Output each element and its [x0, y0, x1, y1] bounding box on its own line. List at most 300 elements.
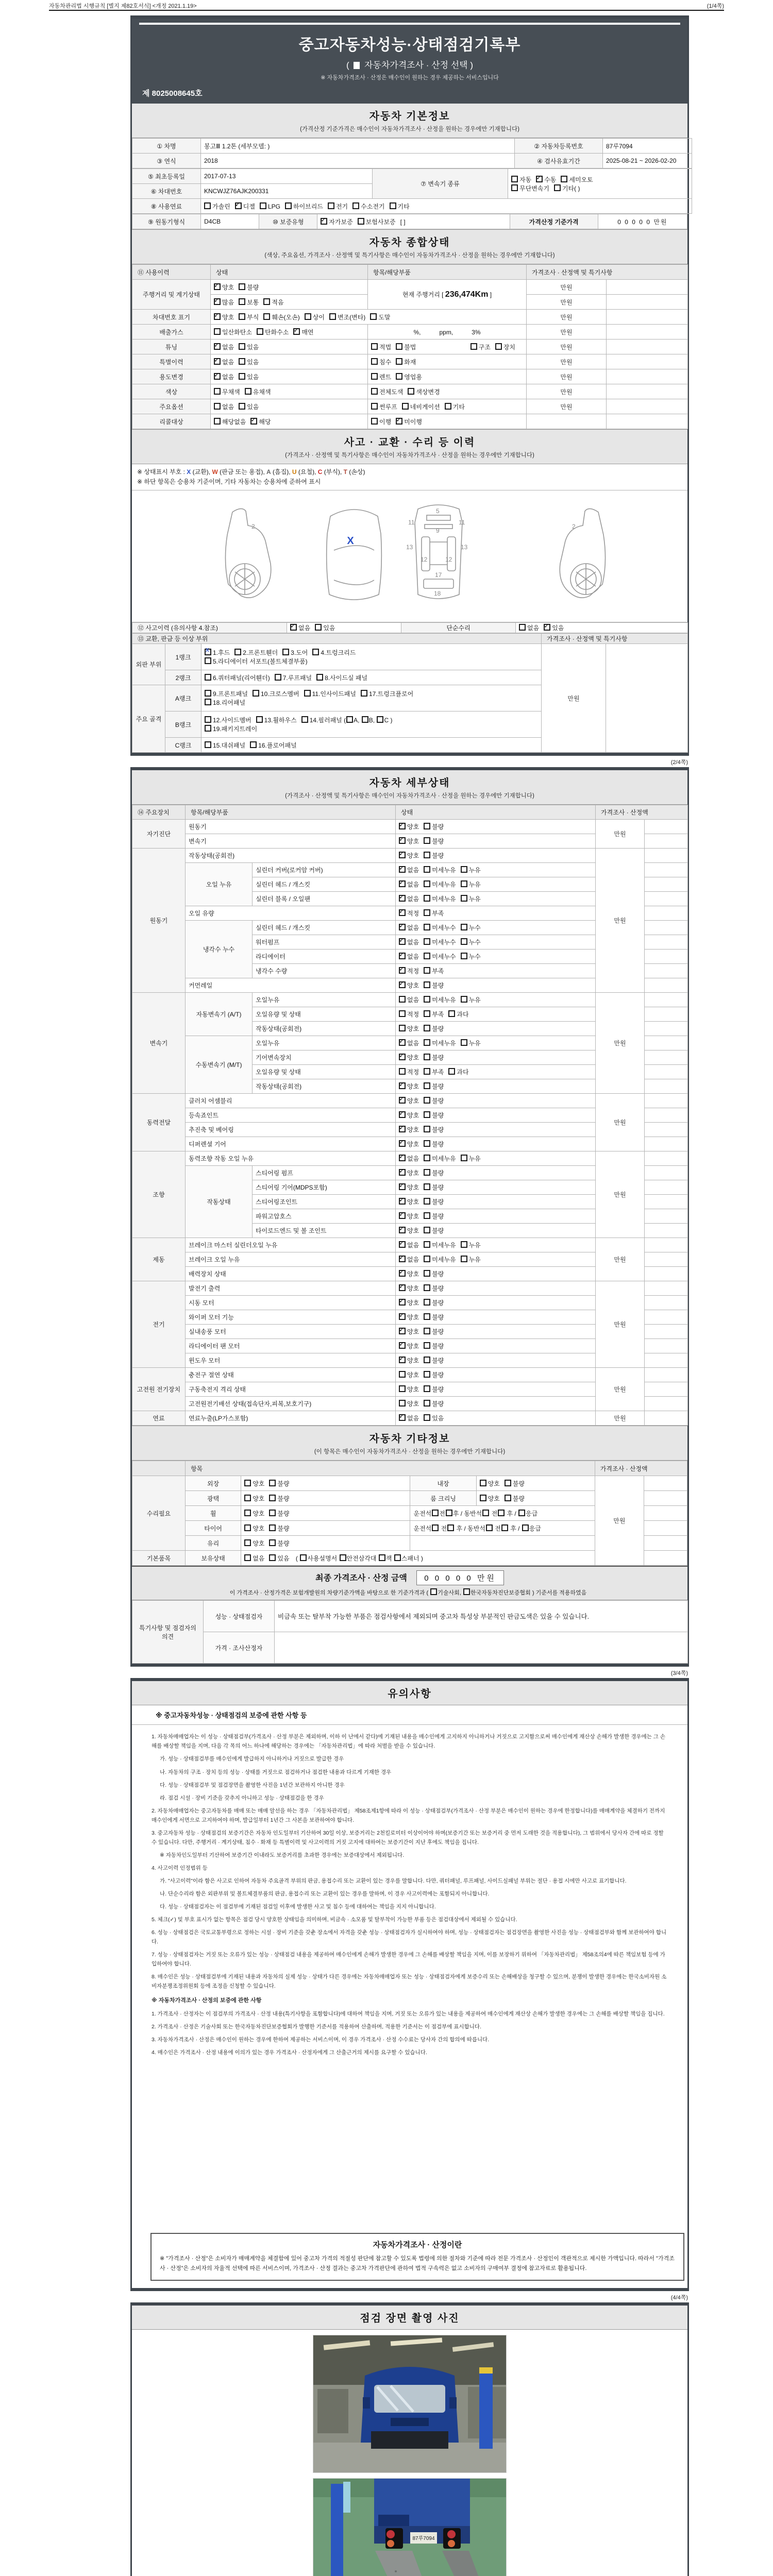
selected-checkbox-icon — [354, 62, 360, 69]
checkbox-option[interactable]: 유채색 — [245, 387, 271, 396]
checkbox-option[interactable]: 미세누수 — [424, 923, 456, 932]
checkbox-option[interactable]: 19.패키지트레이 — [205, 724, 257, 733]
checkbox-option[interactable]: ✓ 있음 — [544, 623, 564, 632]
checkbox-option[interactable]: ✓ 양호 — [399, 837, 419, 845]
etc-info: 항목 가격조사 · 산정액 수리필요 외장 양호 불량 내장 양호 불량 만원 광택 양호 불량 룸 크리닝 양호 불량 휠 양호 불량 운전석 전 후 / 동반석 전 후 / 응급 타이어 양호 불량 운전석 전 후 / 동반석 전 후 / 응급 유리 양호 불량 기본품목 보유상태 없음 있음 ( 사용설명서 안전삼각대 잭 스패너 ) — [132, 1461, 687, 1566]
checkbox-option[interactable]: 기타 — [445, 402, 465, 411]
checkbox — [424, 895, 430, 902]
checkbox — [239, 298, 245, 305]
checkbox-option[interactable]: 불량 — [424, 1212, 444, 1221]
checkbox-option[interactable]: 세미오토 — [561, 175, 593, 184]
text: 이 가격조사 · 산정가격은 보험개발원의 차량기준가액을 바탕으로 한 기준가격과 ( 기술사회, 한국자동차진단보증협회 ) 기준서를 적용하였음 — [230, 1590, 587, 1596]
checkbox-option[interactable]: 전체도색 — [371, 387, 403, 396]
checkbox-option[interactable]: ✓ 없음 — [399, 1241, 419, 1249]
checkbox-option[interactable]: LPG — [260, 202, 280, 210]
checkbox — [263, 313, 270, 320]
checkbox[interactable] — [522, 1524, 529, 1531]
checkbox-option[interactable]: 변조(변타) — [329, 313, 365, 321]
checkbox-option[interactable]: 불량 — [424, 1197, 444, 1206]
checkbox-option[interactable]: 불량 — [269, 1509, 289, 1518]
checkbox-option[interactable]: 영업용 — [396, 372, 422, 381]
checkbox-option[interactable]: 15.대쉬패널 — [205, 741, 245, 750]
section-detail — [130, 767, 689, 1667]
checkbox-option[interactable]: 수소전기 — [352, 202, 384, 211]
checkbox — [399, 895, 406, 902]
checkbox[interactable] — [394, 1554, 401, 1561]
top-rule — [49, 10, 724, 11]
checkbox-option[interactable]: 양호 — [244, 1494, 264, 1503]
section-notice — [130, 1678, 689, 2291]
checkbox — [470, 343, 477, 350]
checkbox — [269, 1480, 276, 1486]
checkbox-option[interactable]: 적정 — [399, 1010, 419, 1019]
checkbox-option[interactable]: 양호 — [244, 1524, 264, 1533]
checkbox — [399, 909, 406, 916]
checkbox-option[interactable]: 없음 — [244, 1554, 264, 1563]
checkbox — [371, 373, 378, 380]
checkbox-option[interactable]: ✓ 없음 — [399, 952, 419, 961]
accident-history: ⑫ 사고이력 (유의사항 4.참조) ✓ 없음 있음 단순수리 없음 ✓ 있음 — [132, 622, 688, 633]
checkbox-option[interactable]: ✓ 양호 — [399, 1197, 419, 1206]
checkbox[interactable] — [498, 1510, 505, 1516]
checkbox — [424, 1400, 430, 1406]
checkbox-option[interactable]: 불량 — [505, 1479, 525, 1488]
checkbox-option[interactable]: ✓ 수동 — [536, 175, 556, 184]
checkbox — [205, 741, 211, 748]
checkbox-option[interactable]: 적음 — [263, 298, 283, 307]
checkbox — [239, 283, 245, 290]
checkbox — [424, 1169, 430, 1176]
checkbox-option[interactable]: 불량 — [424, 1082, 444, 1091]
checkbox-option[interactable]: ✓ 양호 — [399, 851, 419, 860]
final-price-value: 0 0 0 0 0 만원 — [416, 1570, 504, 1585]
checkbox-option[interactable]: 불량 — [424, 1284, 444, 1293]
checkbox — [239, 373, 245, 380]
checkbox-option[interactable]: 불법 — [396, 343, 416, 351]
checkbox-option[interactable]: 2.프론트휀더 — [234, 648, 278, 657]
checkbox[interactable] — [482, 1510, 489, 1516]
checkbox-option[interactable]: ✓ 적정 — [399, 967, 419, 975]
checkbox-option[interactable]: 누유 — [461, 1039, 481, 1047]
checkbox-option[interactable]: 하이브리드 — [285, 202, 323, 211]
checkbox — [399, 866, 406, 873]
checkbox-option[interactable]: 없음 — [214, 402, 234, 411]
checkbox-option[interactable]: ✓ 양호 — [399, 1284, 419, 1293]
checkbox — [316, 674, 323, 681]
checkbox-option[interactable]: ✓ 없음 — [399, 938, 419, 946]
checkbox — [269, 1554, 276, 1561]
checkbox-option[interactable]: ✓ 양호 — [399, 1327, 419, 1336]
checkbox-option[interactable]: 있음 — [239, 402, 259, 411]
checkbox-option[interactable]: 전기 — [328, 202, 348, 211]
checkbox-option[interactable]: ✓ 없음 — [214, 358, 234, 366]
checkbox — [399, 953, 406, 959]
checkbox-option[interactable]: 양호 — [399, 1385, 419, 1394]
checkbox-option[interactable]: 불량 — [424, 1342, 444, 1350]
checkbox — [301, 716, 308, 723]
basic-info-2: ⑤ 최초등록일 2017-07-13 ⑦ 변속기 종류 자동 ✓ 수동 세미오토 무단변속기 기타( ) ⑥ 차대번호 KNCWJZ76AJK200331 ⑧ 사용연료 가솔린 ✓ 디젤 LPG 하이브리드 전기 수소전기 기타 — [132, 168, 692, 214]
checkbox — [399, 1371, 406, 1378]
checkbox-option[interactable]: 자동 — [511, 175, 531, 184]
checkbox — [448, 1010, 455, 1017]
legend-note2: ※ 하단 항목은 승용차 기준이며, 기타 자동차는 승용차에 준하여 표시 — [137, 478, 321, 486]
checkbox-option[interactable]: 불량 — [424, 1111, 444, 1120]
svg-text:18: 18 — [434, 590, 441, 598]
checkbox-option[interactable]: 구조 — [470, 343, 491, 351]
checkbox-option[interactable]: ✓ 없음 — [399, 866, 419, 874]
checkbox-option[interactable]: 양호 — [399, 1024, 419, 1033]
checkbox-option[interactable]: ✓ 없음 — [290, 623, 310, 632]
checkbox-option[interactable]: ✓ 양호 — [399, 1269, 419, 1278]
checkbox-option[interactable]: 해당없음 — [214, 417, 246, 426]
checkbox-option[interactable]: 불량 — [269, 1539, 289, 1548]
checkbox — [461, 895, 467, 902]
legend-desc: (판금 또는 용접), — [217, 468, 267, 476]
checkbox-option[interactable]: ✓ 적정 — [399, 909, 419, 918]
checkbox[interactable] — [362, 716, 368, 723]
checkbox-option[interactable]: ✓ 없음 — [399, 894, 419, 903]
checkbox-option[interactable]: 미세누유 — [424, 1154, 456, 1163]
checkbox-option[interactable]: 미세누수 — [424, 938, 456, 946]
checkbox — [424, 924, 430, 930]
page-gap-3: (3/4쪽) — [670, 1670, 688, 1677]
checkbox-option[interactable]: 도말 — [370, 313, 390, 321]
checkbox-option[interactable]: 무채색 — [214, 387, 240, 396]
checkbox-option[interactable]: 색상변경 — [408, 387, 440, 396]
checkbox-option[interactable]: ✓ 양호 — [399, 1125, 419, 1134]
checkbox-option[interactable]: 있음 — [239, 358, 259, 366]
checkbox-option[interactable]: ✓ 없음 — [399, 880, 419, 889]
checkbox-option[interactable]: ✓많음 — [214, 298, 234, 307]
checkbox-option[interactable]: 탄화수소 — [257, 328, 289, 336]
checkbox — [205, 725, 211, 732]
checkbox[interactable] — [501, 1524, 508, 1531]
checkbox-option[interactable]: ✓ 양호 — [399, 1342, 419, 1350]
checkbox-option[interactable]: ✓ 없음 — [399, 1154, 419, 1163]
checkbox-option[interactable]: 부족 — [424, 909, 444, 918]
checkbox-option[interactable]: ✓ 양호 — [399, 981, 419, 990]
checkbox-option[interactable]: 불량 — [424, 1370, 444, 1379]
checkbox-option[interactable]: 보험사보증 — [358, 217, 396, 226]
checkbox-option[interactable]: ✓ 양호 — [399, 1356, 419, 1365]
checkbox[interactable] — [447, 1524, 454, 1531]
checkbox-option[interactable]: 부족 — [424, 967, 444, 975]
checkbox-option[interactable]: ✓ 없음 — [399, 1039, 419, 1047]
checkbox-option[interactable]: 과다 — [448, 1067, 468, 1076]
checkbox-option[interactable]: 10.크로스멤버 — [253, 689, 299, 698]
checkbox-option[interactable]: 누유 — [461, 995, 481, 1004]
checkbox-option[interactable]: 12.사이드멤버 — [205, 716, 251, 724]
checkbox-option[interactable]: 적법 — [371, 343, 391, 351]
checkbox-option[interactable]: 불량 — [424, 1385, 444, 1394]
checkbox-option[interactable]: 미세누유 — [424, 1039, 456, 1047]
checkbox-option[interactable]: 없음 — [399, 995, 419, 1004]
checkbox-option[interactable]: 불량 — [269, 1524, 289, 1533]
checkbox-option[interactable]: 미세누유 — [424, 866, 456, 874]
checkbox[interactable] — [377, 716, 383, 723]
checkbox — [214, 283, 221, 290]
svg-text:12: 12 — [445, 556, 452, 564]
checkbox-option[interactable]: 부식 — [239, 313, 259, 321]
detail-note: (가격조사 · 산정액 및 특기사항은 매수인이 자동차가격조사 · 산정을 원하는 경우에만 기재합니다) — [285, 793, 534, 800]
checkbox-option[interactable]: 불량 — [269, 1479, 289, 1488]
checkbox[interactable] — [432, 1524, 439, 1531]
checkbox — [424, 880, 430, 887]
checkbox-option[interactable]: 부족 — [424, 1010, 444, 1019]
notice-paragraph: 다. 성능 · 상태점검부 및 점검장면을 촬영한 사진을 1년간 보관하지 아니한 경우 — [160, 1782, 345, 1788]
checkbox — [399, 1082, 406, 1089]
checkbox — [424, 1385, 430, 1392]
checkbox-option[interactable]: ✓ 자가보증 — [321, 217, 352, 226]
checkbox-option[interactable]: 미세누수 — [424, 952, 456, 961]
checkbox-option[interactable]: 불량 — [424, 1399, 444, 1408]
checkbox-option[interactable]: ✓ 없음 — [399, 1255, 419, 1264]
checkbox — [399, 880, 406, 887]
checkbox-option[interactable]: 있음 — [315, 623, 335, 632]
checkbox-option[interactable]: ✓ 양호 — [399, 822, 419, 831]
checkbox-option[interactable]: 침수 — [371, 358, 391, 366]
checkbox-option[interactable]: ✓ 양호 — [399, 1168, 419, 1177]
checkbox — [519, 624, 526, 631]
checkbox-option[interactable]: ✓ 양호 — [399, 1183, 419, 1192]
checkbox — [214, 403, 221, 410]
checkbox-option[interactable]: 미세누유 — [424, 894, 456, 903]
notice-paragraph: 나. 단순수리라 함은 외판부위 및 볼트체결부품의 판금, 용접수리 또는 교환이 있는 경우를 말하며, 이 경우 사고이력에는 포함되지 아니합니다. — [160, 1890, 490, 1897]
checkbox-option[interactable]: 불량 — [424, 1024, 444, 1033]
checkbox-option[interactable]: ✓ 없음 — [399, 1414, 419, 1422]
checkbox-option[interactable]: 불량 — [424, 1183, 444, 1192]
checkbox — [399, 1241, 406, 1248]
checkbox[interactable] — [446, 1510, 452, 1516]
checkbox-option[interactable]: 네비게이션 — [402, 402, 440, 411]
checkbox — [461, 924, 467, 930]
checkbox-option[interactable]: ✓ 양호 — [399, 1096, 419, 1105]
checkbox-option[interactable]: 누유 — [461, 1154, 481, 1163]
checkbox-option[interactable]: 불량 — [424, 1096, 444, 1105]
checkbox[interactable] — [340, 1554, 346, 1561]
etc-header — [132, 1426, 687, 1461]
checkbox-option[interactable]: 보통 — [239, 298, 259, 307]
checkbox-option[interactable]: 불량 — [424, 1140, 444, 1148]
checkbox-option[interactable]: 9.프론트패널 — [205, 689, 248, 698]
checkbox-option[interactable]: 누수 — [461, 923, 481, 932]
checkbox — [480, 1480, 486, 1486]
checkbox-option[interactable]: 불량 — [269, 1494, 289, 1503]
checkbox[interactable] — [430, 1588, 437, 1595]
checkbox — [269, 1524, 276, 1531]
checkbox-option[interactable]: 장치 — [495, 343, 515, 351]
checkbox-option[interactable]: 부족 — [424, 1067, 444, 1076]
checkbox-option[interactable]: X1.후드 — [205, 648, 230, 657]
checkbox — [399, 1414, 406, 1421]
checkbox-option[interactable]: 누수 — [461, 938, 481, 946]
checkbox-option[interactable]: 양호 — [244, 1479, 264, 1488]
checkbox-option[interactable]: ✓ 양호 — [399, 1313, 419, 1321]
checkbox-option[interactable]: 불량 — [424, 1226, 444, 1235]
checkbox — [511, 184, 518, 191]
checkbox[interactable] — [346, 716, 353, 723]
checkbox-option[interactable]: 누수 — [461, 952, 481, 961]
checkbox-option[interactable]: 일산화탄소 — [214, 328, 252, 336]
svg-text:87루7094: 87루7094 — [412, 2536, 435, 2542]
checkbox-option[interactable]: 누유 — [461, 880, 481, 889]
checkbox-option[interactable]: 있음 — [269, 1554, 289, 1563]
notice-paragraph: 2. 가격조사 · 산정은 기술사회 또는 한국자동차진단보증협회가 발행한 기준서를 적용하여 산출하며, 적용한 기준서는 이 점검부에 표시합니다. — [152, 2024, 481, 2030]
checkbox-option[interactable]: 누유 — [461, 894, 481, 903]
checkbox-option[interactable]: ✓ 디젤 — [235, 202, 255, 211]
checkbox-option[interactable]: 누유 — [461, 1241, 481, 1249]
checkbox-option[interactable]: 불량 — [424, 1313, 444, 1321]
checkbox-option[interactable]: 11.인사이드패널 — [304, 689, 356, 698]
checkbox-option[interactable]: ✓ 양호 — [399, 1053, 419, 1062]
final-price-note — [132, 1588, 687, 1597]
checkbox-option[interactable]: 누유 — [461, 1255, 481, 1264]
checkbox — [399, 1342, 406, 1349]
checkbox — [214, 358, 221, 365]
checkbox-option[interactable]: ✓ 없음 — [399, 923, 419, 932]
checkbox[interactable] — [300, 1554, 307, 1561]
checkbox-option[interactable]: ✓ 양호 — [399, 1226, 419, 1235]
checkbox[interactable] — [432, 1510, 439, 1516]
checkbox — [371, 388, 378, 395]
checkbox-option[interactable]: 미세누유 — [424, 995, 456, 1004]
checkbox-option[interactable]: 4.트렁크리드 — [312, 648, 356, 657]
diagram-exchange-mark: X — [347, 535, 354, 547]
checkbox-option[interactable]: ✓ 양호 — [399, 1298, 419, 1307]
legend-prefix: ※ 상태표시 부호 : — [137, 468, 187, 476]
notice-paragraph: 6. 성능 · 상태점검은 국토교통부령으로 정하는 시설 · 장비 기준을 갖춘 장소에서 자격을 갖춘 성능 · 상태점검자가 실시하여야 하며, 성능 · 상태점검자는 점검장면을 촬영한 사진을 성능 · 상태점검부와 함께 보관하여야 합니다. — [152, 1929, 667, 1945]
checkbox-option[interactable]: 양호 — [244, 1539, 264, 1548]
checkbox-option[interactable]: ✓ 양호 — [399, 1111, 419, 1120]
checkbox-option[interactable]: 불량 — [424, 822, 444, 831]
checkbox-option[interactable]: 8.사이드실 패널 — [316, 673, 367, 682]
checkbox — [399, 1284, 406, 1291]
checkbox — [269, 1495, 276, 1501]
checkbox-option[interactable]: ✓ 양호 — [214, 313, 234, 321]
checkbox-option[interactable]: 불량 — [424, 1168, 444, 1177]
checkbox-option[interactable]: ✓ 없음 — [214, 372, 234, 381]
checkbox-option[interactable]: 불량 — [239, 283, 259, 292]
basic-info-table — [132, 138, 687, 229]
checkbox[interactable] — [486, 1524, 493, 1531]
checkbox — [239, 313, 245, 320]
checkbox-option[interactable]: 양호 — [480, 1479, 500, 1488]
etc-info-table — [132, 1461, 687, 1566]
checkbox-option[interactable]: 있음 — [239, 372, 259, 381]
checkbox[interactable] — [379, 1554, 385, 1561]
checkbox — [399, 1357, 406, 1363]
checkbox — [424, 852, 430, 858]
notice-paragraph: 1. 가격조사 · 산정자는 이 점검부의 가격조사 · 산정 내용(특기사항을 포함합니다)에 대하여 책임을 지며, 거짓 또는 오류가 있는 내용을 제공하여 매수인에게 재산상 손해가 발생한 경우에는 그 손해를 배상할 책임을 집니다. — [152, 2011, 665, 2018]
checkbox-option[interactable]: 양호 — [480, 1494, 500, 1503]
checkbox-option[interactable]: 적정 — [399, 1067, 419, 1076]
checkbox-option[interactable]: ✓ 양호 — [399, 1212, 419, 1221]
checkbox — [275, 674, 281, 681]
checkbox-option[interactable]: 3.도어 — [282, 648, 308, 657]
checkbox-option[interactable]: ✓ 미이행 — [396, 417, 422, 426]
checkbox-option[interactable]: 없음 — [519, 623, 539, 632]
legend-code: C — [317, 468, 323, 476]
checkbox-option[interactable]: 불량 — [424, 1125, 444, 1134]
checkbox-option[interactable]: 이행 — [371, 417, 391, 426]
checkbox — [205, 649, 211, 655]
checkbox-option[interactable]: ✓양호 — [214, 283, 234, 292]
checkbox — [424, 1270, 430, 1277]
checkbox — [399, 1256, 406, 1262]
checkbox-option[interactable]: 불량 — [424, 851, 444, 860]
checkbox-option[interactable]: 기타 — [390, 202, 410, 211]
checkbox — [461, 1155, 467, 1161]
checkbox — [461, 1256, 467, 1262]
checkbox — [424, 938, 430, 945]
checkbox-option[interactable]: 불량 — [424, 1053, 444, 1062]
overall-state-table — [132, 264, 687, 429]
checkbox-option[interactable]: 과다 — [448, 1010, 468, 1019]
legend-desc: (요철), — [296, 468, 318, 476]
checkbox-option[interactable]: 상이 — [305, 313, 325, 321]
checkbox-option[interactable]: 양호 — [244, 1509, 264, 1518]
checkbox-option[interactable]: 16.플로어패널 — [250, 741, 297, 750]
checkbox-option[interactable]: 17.트렁크플로어 — [361, 689, 413, 698]
checkbox-option[interactable]: 썬루프 — [371, 402, 397, 411]
checkbox-option[interactable]: 5.라디에이터 서포트(볼트체결부품) — [205, 657, 308, 666]
checkbox[interactable] — [463, 1588, 470, 1595]
checkbox-option[interactable]: 6.쿼터패널(리어휀더) — [205, 673, 270, 682]
checkbox — [399, 1385, 406, 1392]
checkbox-option[interactable]: 훼손(오손) — [263, 313, 299, 321]
checkbox-option[interactable]: ✓ 양호 — [399, 1082, 419, 1091]
checkbox-option[interactable]: 화재 — [396, 358, 416, 366]
checkbox-option[interactable]: 렌트 — [371, 372, 391, 381]
checkbox-option[interactable]: 양호 — [399, 1399, 419, 1408]
checkbox-option[interactable]: 불량 — [505, 1494, 525, 1503]
checkbox-option[interactable]: ✓ 양호 — [399, 1140, 419, 1148]
checkbox[interactable] — [518, 1510, 525, 1516]
checkbox-option[interactable]: 미세누유 — [424, 1255, 456, 1264]
checkbox — [371, 358, 378, 365]
checkbox-option[interactable]: 있음 — [424, 1414, 444, 1422]
notice-paragraph: 가. "사고이력"이라 함은 사고로 인하여 자동차 주요골격 부위의 판금, 용접수리 또는 교환이 있는 경우를 말합니다. 다만, 쿼터패널, 루프패널, 사이드실패널 부위는 절단 · 용접 시에만 사고로 표기합니다. — [160, 1877, 627, 1884]
checkbox — [424, 981, 430, 988]
checkbox-option[interactable]: 있음 — [239, 343, 259, 351]
checkbox-option[interactable]: 무단변속기 — [511, 184, 549, 193]
checkbox-option[interactable]: 14.필러패널 ( A, B, C ) — [301, 716, 393, 724]
checkbox-option[interactable]: 가솔린 — [204, 202, 230, 211]
checkbox-option[interactable]: 불량 — [424, 1269, 444, 1278]
checkbox-option[interactable]: ✓ 해당 — [250, 417, 271, 426]
checkbox-option[interactable]: ✓ 매연 — [293, 328, 313, 336]
checkbox-option[interactable]: 불량 — [424, 837, 444, 845]
checkbox-option[interactable]: ✓ 없음 — [214, 343, 234, 351]
checkbox-option[interactable]: 7.루프패널 — [275, 673, 312, 682]
checkbox-option[interactable]: 18.리어패널 — [205, 698, 245, 707]
checkbox-option[interactable]: 불량 — [424, 1298, 444, 1307]
checkbox-option[interactable]: 불량 — [424, 1356, 444, 1365]
checkbox-option[interactable]: 누유 — [461, 866, 481, 874]
checkbox-option[interactable]: 미세누유 — [424, 1241, 456, 1249]
checkbox-option[interactable]: 양호 — [399, 1370, 419, 1379]
checkbox-option[interactable]: 미세누유 — [424, 880, 456, 889]
checkbox-option[interactable]: 13.휠하우스 — [256, 716, 297, 724]
checkbox-option[interactable]: 기타( ) — [554, 184, 580, 193]
checkbox — [461, 938, 467, 945]
notice-paragraph: 4. 사고이력 인정범위 등 — [152, 1865, 208, 1871]
checkbox — [204, 202, 211, 209]
checkbox — [399, 823, 406, 829]
checkbox-option[interactable]: 불량 — [424, 1327, 444, 1336]
checkbox — [399, 924, 406, 930]
checkbox-option[interactable]: 불량 — [424, 981, 444, 990]
